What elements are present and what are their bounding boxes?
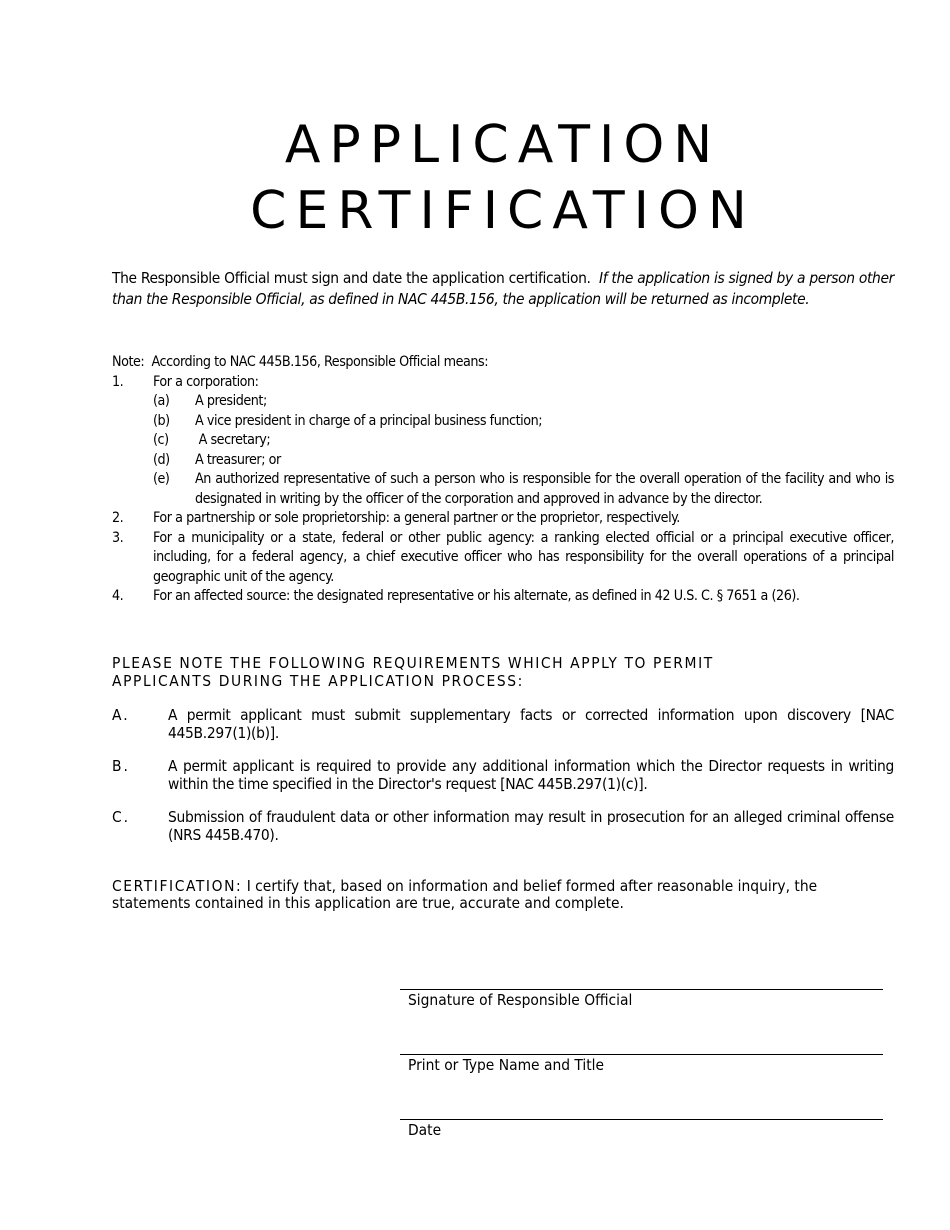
note-heading: Note: According to NAC 445B.156, Responsible Official means: [112, 354, 489, 370]
note-item-number: 3. [112, 529, 124, 546]
note-subitem-b [112, 412, 894, 432]
certification-label: CERTIFICATION: [112, 877, 243, 895]
note-item-2 [112, 509, 894, 529]
requirement-letter: C. [112, 808, 131, 826]
responsible-official-note [112, 353, 894, 607]
requirement-letter: A. [112, 706, 130, 724]
requirements-heading [112, 654, 894, 690]
requirement-item-c [112, 808, 894, 844]
requirements-heading-line-1: PLEASE NOTE THE FOLLOWING REQUIREMENTS WHICH APPLY TO PERMIT [112, 654, 714, 672]
subitem-text: A secretary; [195, 432, 271, 448]
note-item-text: For a partnership or sole proprietorship: a general partner or the proprietor, respectively. [153, 510, 680, 526]
subitem-label: (e) [153, 471, 170, 487]
note-item-4 [112, 587, 894, 607]
subitem-text: A vice president in charge of a principal business function; [195, 412, 543, 429]
note-subitem-a [112, 392, 894, 412]
name-title-label: Print or Type Name and Title [408, 1056, 605, 1074]
intro-italic-warning: If the application is signed by a person other than the Responsible Official, as defined in NAC 445B.156, the application will be returned as incomplete. [112, 269, 895, 308]
requirement-text: A permit applicant must submit supplementary facts or corrected information upon discovery [NAC 445B.297(1)(b)]. [168, 706, 894, 742]
requirements-heading-line-2: APPLICANTS DURING THE APPLICATION PROCESS: [112, 672, 524, 690]
date-label: Date [408, 1121, 442, 1139]
page-title [112, 112, 894, 244]
note-item-text: For an affected source: the designated representative or his alternate, as defined in 42 U.S. C. § 7651 a (26). [153, 588, 800, 604]
subitem-label: (c) [153, 432, 169, 448]
requirements-list [112, 706, 894, 859]
requirement-item-a [112, 706, 894, 742]
title-line-1: APPLICATION [284, 115, 722, 175]
note-subitem-c [112, 431, 894, 451]
requirement-item-b [112, 757, 894, 793]
date-field[interactable] [400, 1119, 883, 1140]
subitem-text: An authorized representative of such a person who is responsible for the overall operation of the facility and who is designated in writing by the officer of the corporation and approved in advance by the director. [195, 471, 894, 507]
note-item-number: 2. [112, 510, 124, 526]
signature-field[interactable] [400, 989, 883, 1010]
subitem-label: (d) [153, 451, 170, 468]
note-item-number: 4. [112, 588, 124, 604]
subitem-text: A treasurer; or [195, 451, 281, 468]
note-item-text: For a municipality or a state, federal or other public agency: a ranking elected official or a principal executive officer, including, for a federal agency, a chief executive officer who has responsibility for the overall operations of a principal geographic unit of the agency. [153, 529, 894, 585]
note-item-1 [112, 373, 894, 393]
requirement-text: Submission of fraudulent data or other information may result in prosecution for an alleged criminal offense (NRS 445B.470). [168, 808, 894, 844]
intro-plain-text: The Responsible Official must sign and date the application certification. [112, 269, 591, 287]
requirement-letter: B. [112, 757, 130, 775]
note-item-number: 1. [112, 373, 124, 390]
intro-paragraph [112, 268, 894, 310]
subitem-text: A president; [195, 393, 267, 409]
note-subitem-e [112, 470, 894, 509]
certification-text: I certify that, based on information and belief formed after reasonable inquiry, the statements contained in this application are true, accurate and complete. [112, 877, 818, 912]
requirement-text: A permit applicant is required to provide any additional information which the Director requests in writing within the time specified in the Director's request [NAC 445B.297(1)(c)]. [168, 757, 894, 793]
note-item-text: For a corporation: [153, 373, 259, 390]
name-title-field[interactable] [400, 1054, 883, 1075]
signature-label: Signature of Responsible Official [408, 991, 633, 1009]
note-subitem-d [112, 451, 894, 471]
certification-statement [112, 878, 894, 912]
title-line-2: CERTIFICATION [250, 181, 756, 241]
subitem-label: (a) [153, 393, 170, 409]
subitem-label: (b) [153, 412, 170, 429]
note-item-3 [112, 529, 894, 588]
